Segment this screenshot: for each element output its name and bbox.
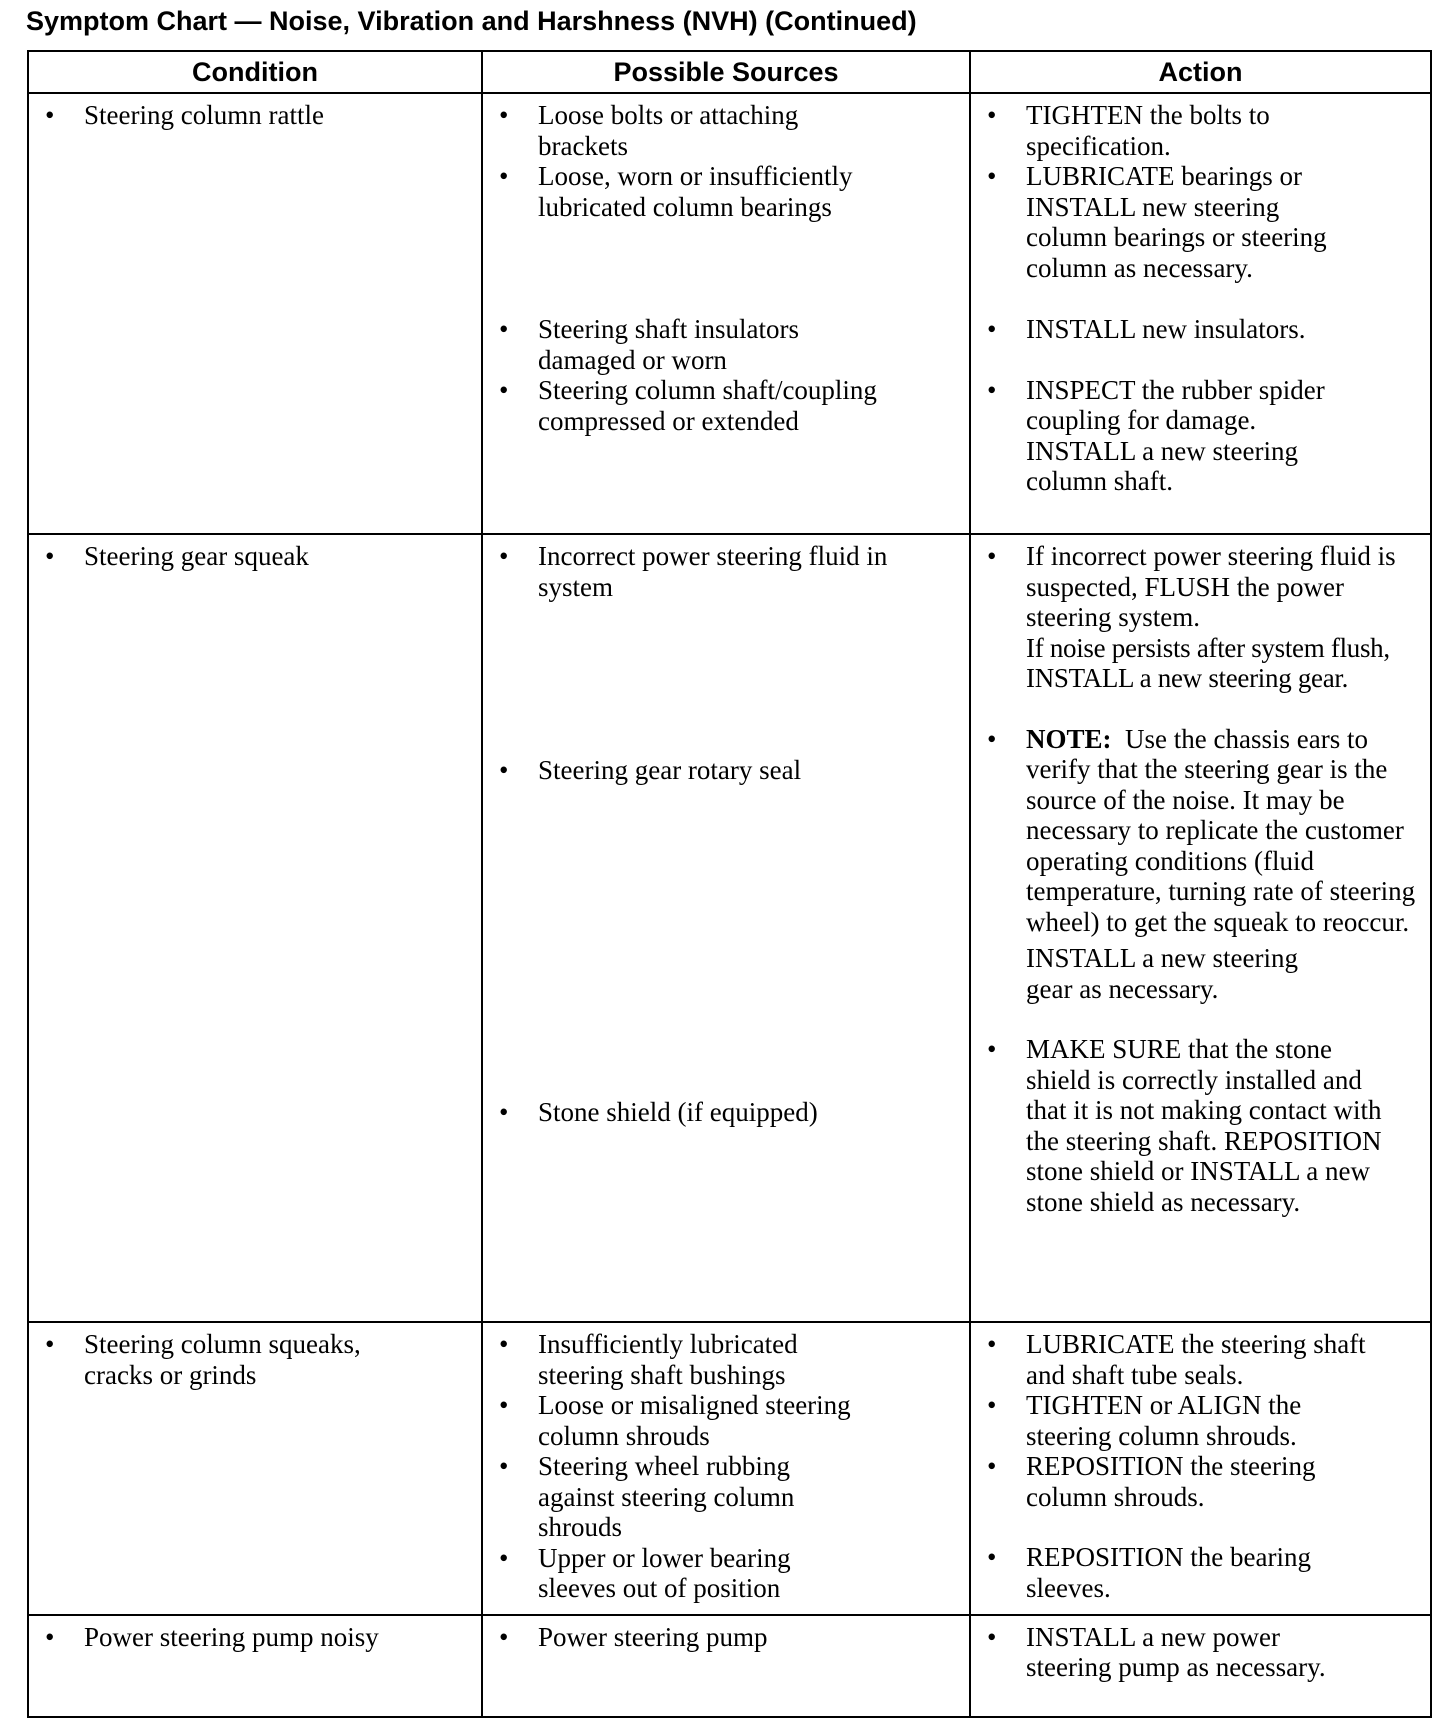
- table-header-row: [28, 51, 1431, 93]
- header-possible-sources: Possible Sources: [482, 51, 970, 93]
- action-item: • REPOSITION the steering column shrouds.: [981, 1451, 1366, 1512]
- source-item: • Incorrect power steering fluid in system: [493, 541, 938, 602]
- action-cell: [970, 1615, 1431, 1717]
- action-item-continuation: INSTALL a new steering column shaft.: [1026, 435, 1299, 496]
- source-item: • Stone shield (if equipped): [493, 1097, 959, 1128]
- condition-cell: [28, 534, 482, 1322]
- source-item: • Steering gear rotary seal: [493, 755, 959, 786]
- condition-cell: [28, 1615, 482, 1717]
- chart-title: Symptom Chart — Noise, Vibration and Harshness (NVH) (Continued): [26, 6, 917, 36]
- action-item-continuation: If noise persists after system flush, INSTALL a new steering gear.: [1026, 632, 1390, 693]
- source-item: • Loose bolts or attaching brackets: [493, 100, 868, 161]
- action-item: • INSTALL new insulators.: [981, 314, 1420, 345]
- source-item: • Loose or misaligned steering column shrouds: [493, 1390, 908, 1451]
- note-label: NOTE:: [1026, 723, 1112, 754]
- source-item: • Steering wheel rubbing against steering column shrouds: [493, 1451, 858, 1543]
- note-text: Use the chassis ears to verify that the steering gear is the source of the noise. It may be necessary to replicate the customer operating conditions (fluid temperature, turning rate of steering wheel) to get the squeak to reoccur.: [1026, 723, 1416, 937]
- condition-cell: [28, 1322, 482, 1615]
- sources-cell: [482, 93, 970, 534]
- source-item: • Loose, worn or insufficiently lubricated column bearings: [493, 161, 898, 222]
- action-item: • TIGHTEN the bolts to specification.: [981, 100, 1326, 161]
- action-item: • INSTALL a new power steering pump as necessary.: [981, 1622, 1371, 1683]
- action-cell: [970, 1322, 1431, 1615]
- source-item: • Power steering pump: [493, 1622, 959, 1653]
- sources-cell: [482, 1615, 970, 1717]
- action-item-continuation: INSTALL a new steering gear as necessary.: [1026, 943, 1299, 1004]
- condition-item: • Steering column rattle: [39, 100, 471, 131]
- table-row: [28, 1615, 1431, 1717]
- sources-cell: [482, 534, 970, 1322]
- condition-cell: [28, 93, 482, 534]
- header-condition: Condition: [28, 51, 482, 93]
- source-item: • Insufficiently lubricated steering shaft bushings: [493, 1329, 858, 1390]
- action-cell: [970, 93, 1431, 534]
- sources-cell: [482, 1322, 970, 1615]
- source-item: • Steering shaft insulators damaged or worn: [493, 314, 848, 375]
- source-item: • Upper or lower bearing sleeves out of position: [493, 1543, 858, 1604]
- symptom-table: [27, 50, 1432, 1718]
- action-item: • MAKE SURE that the stone shield is correctly installed and that it is not making contact with the steering shaft. REPOSITION stone shield or INSTALL a new stone shield as necessary.: [981, 1034, 1396, 1217]
- header-action: Action: [970, 51, 1431, 93]
- condition-item: • Steering column squeaks, cracks or grinds: [39, 1329, 404, 1390]
- table-row: [28, 93, 1431, 534]
- action-item: • INSPECT the rubber spider coupling for damage.: [981, 375, 1366, 436]
- action-item: • If incorrect power steering fluid is suspected, FLUSH the power steering system.: [981, 541, 1420, 633]
- condition-item: • Power steering pump noisy: [39, 1622, 471, 1653]
- action-item: • LUBRICATE bearings or INSTALL new steering column bearings or steering column as necessary.: [981, 161, 1351, 283]
- table-row: [28, 1322, 1431, 1615]
- table-row: [28, 534, 1431, 1322]
- action-cell: [970, 534, 1431, 1322]
- condition-item: • Steering gear squeak: [39, 541, 471, 572]
- action-item: • LUBRICATE the steering shaft and shaft tube seals.: [981, 1329, 1366, 1390]
- action-item: • TIGHTEN or ALIGN the steering column shrouds.: [981, 1390, 1366, 1451]
- source-item: • Steering column shaft/coupling compressed or extended: [493, 375, 883, 436]
- action-item: [981, 724, 1420, 938]
- action-item: • REPOSITION the bearing sleeves.: [981, 1542, 1366, 1603]
